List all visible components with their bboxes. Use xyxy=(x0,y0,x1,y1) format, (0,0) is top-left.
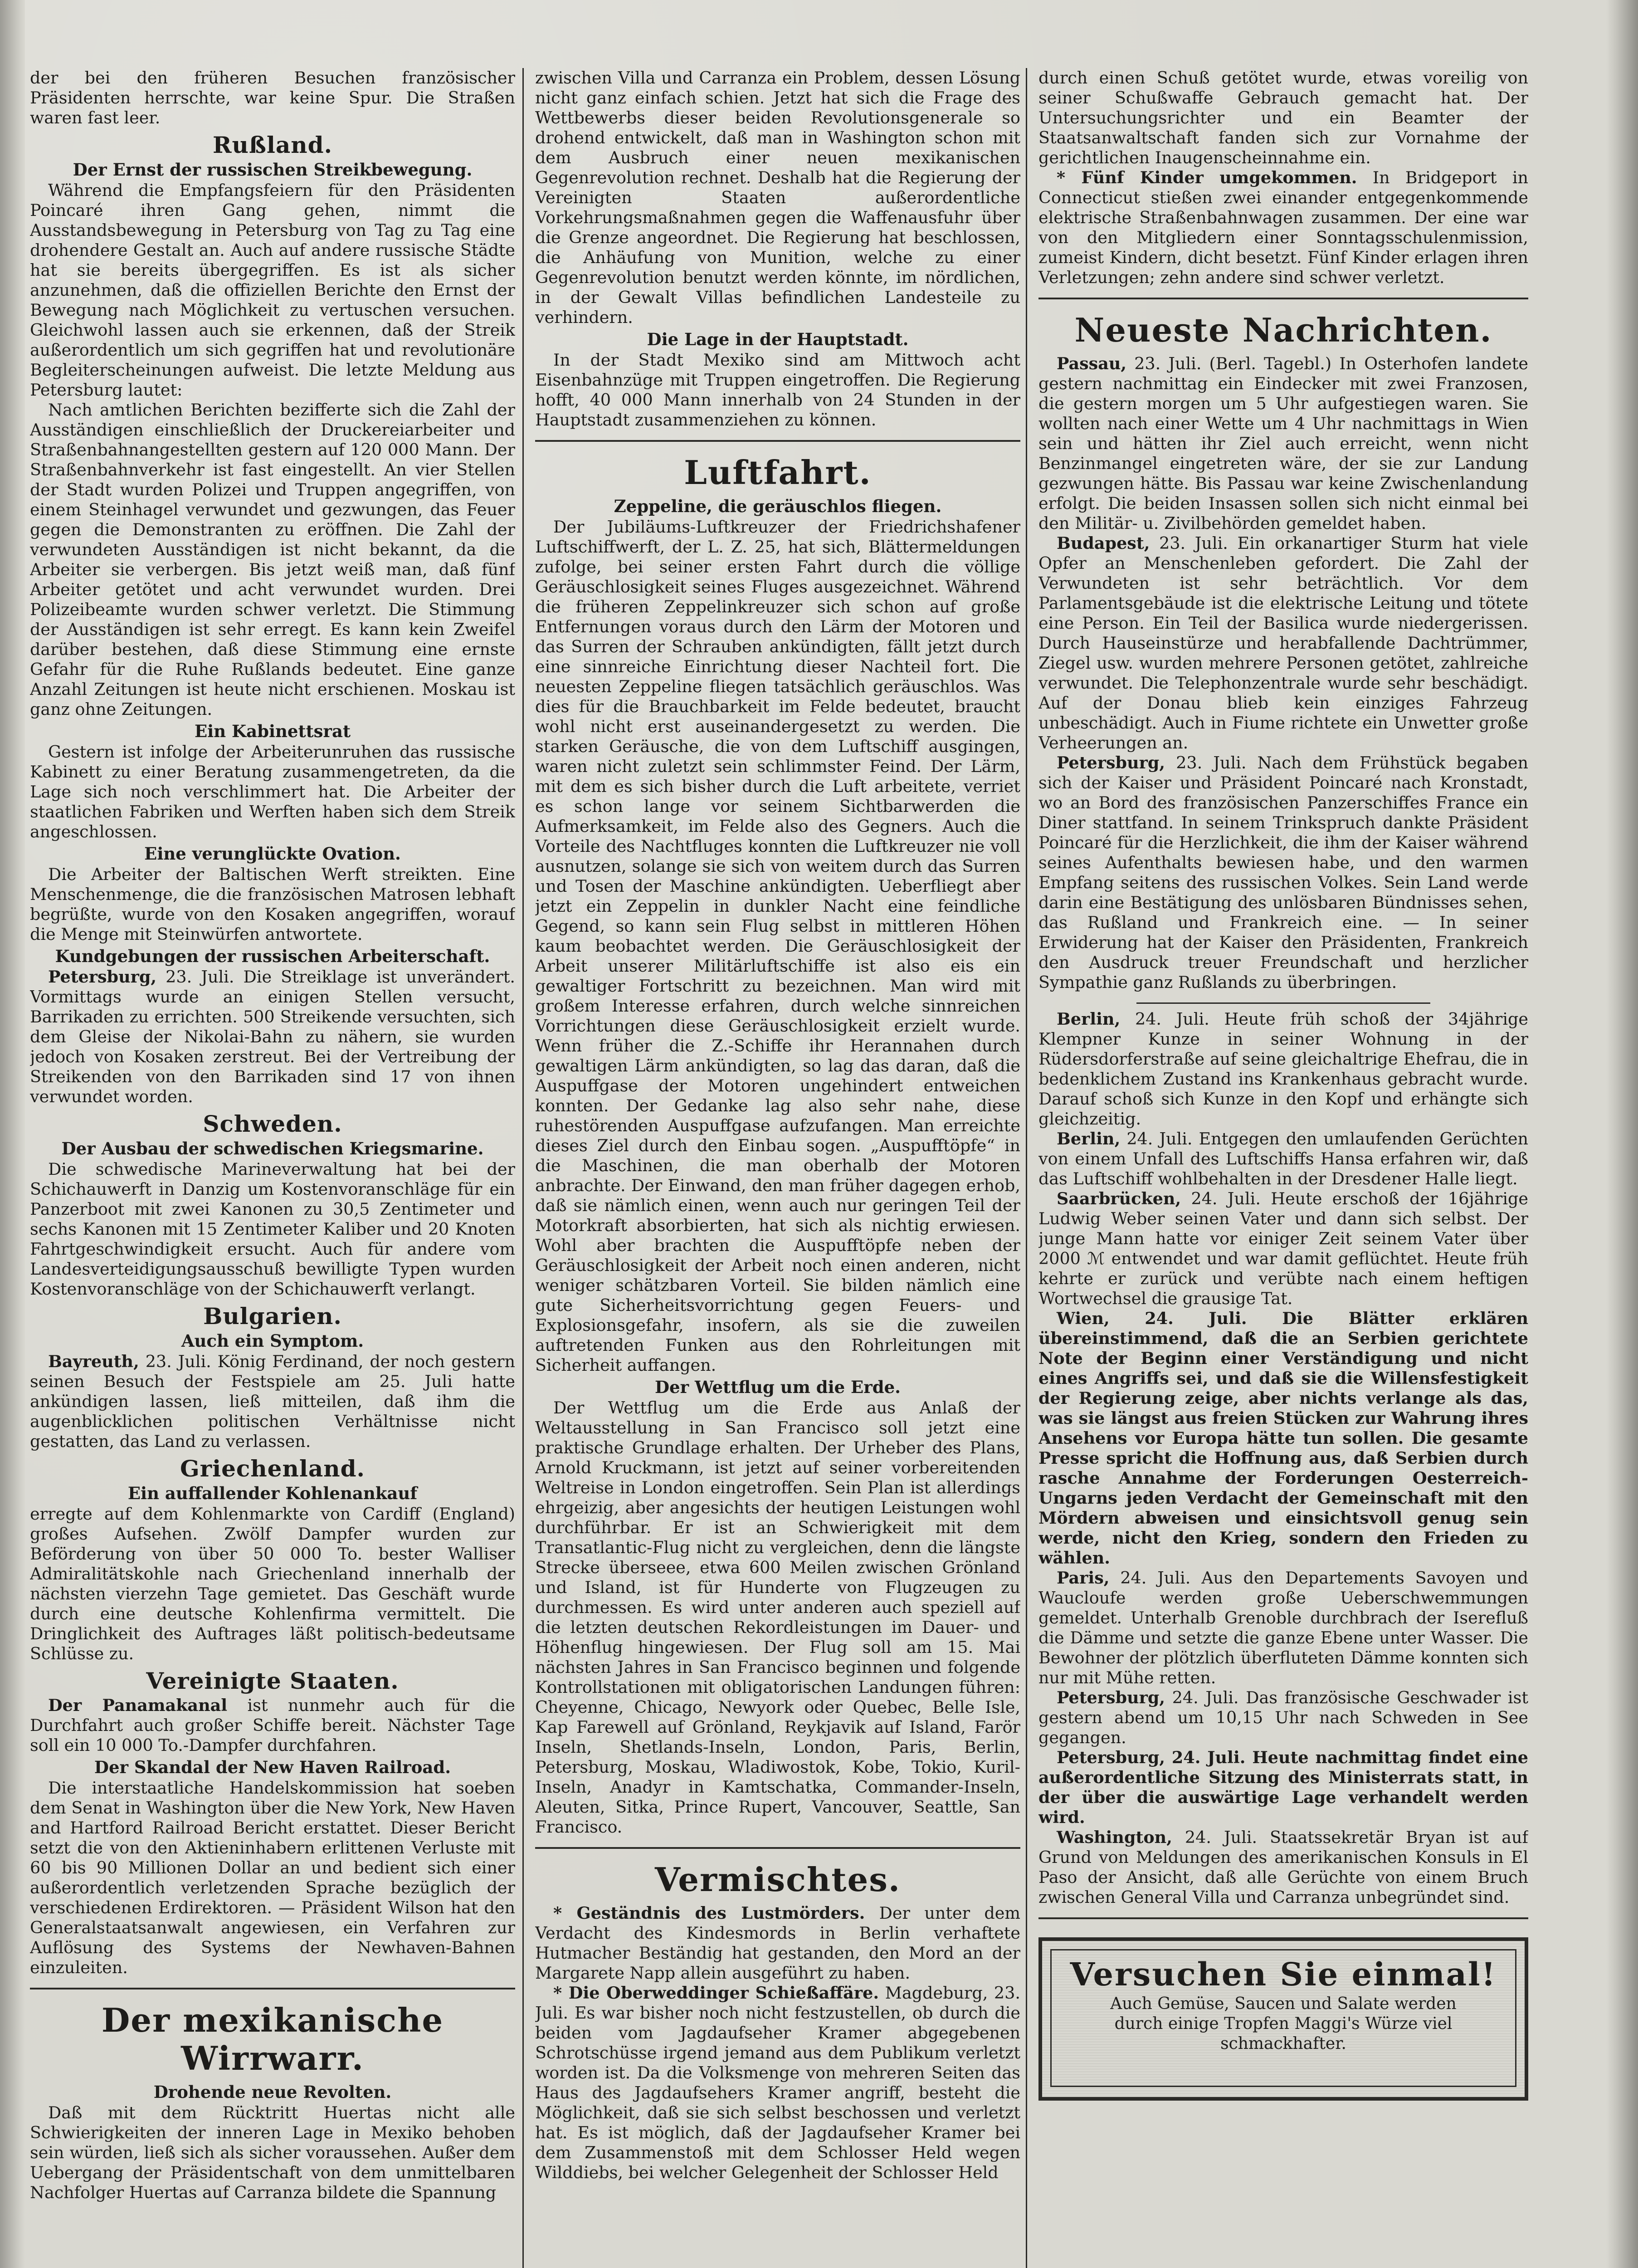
article-heading: Der Ausbau der schwedischen Kriegsmarine. xyxy=(61,1139,484,1158)
article-text: Die Arbeiter der Baltischen Werft streikten. Eine Menschenmenge, die die französischen Matrosen lebhaft begrüßte, wurde von den Kosaken angegriffen, worauf die Menge mit Steinwürfen antwortete. xyxy=(30,865,515,944)
ad-headline: Versuchen Sie einmal! xyxy=(1070,1955,1497,1993)
scan-edge-right xyxy=(1606,0,1638,2268)
column-rule xyxy=(1026,68,1027,2268)
dateline: Bayreuth, xyxy=(48,1352,139,1371)
maggi-advertisement xyxy=(1038,1937,1528,2101)
news-item: Paris, 24. Juli. Aus den Departements Savoyen und Waucloufe werden große Ueberschwemmungen gemeldet. Unterhalb Grenoble durchbrach der Iserefluß die Dämme und setzte die ganze Ebene unter Wasser. Die Bewohner der plötzlich überfluteten Dämme konnten sich nur mit Mühe retten. xyxy=(1038,1568,1528,1687)
dateline: Washington, xyxy=(1057,1828,1172,1847)
section-heading: Schweden. xyxy=(203,1110,342,1137)
article-heading: Der Ernst der russischen Streikbewegung. xyxy=(73,160,473,180)
article-text: In der Stadt Mexiko sind am Mittwoch acht Eisenbahnzüge mit Truppen eingetroffen. Die Regierung hofft, 40 000 Mann innerhalb von 24 Stunden in der Hauptstadt zusammenziehen zu können. xyxy=(535,350,1020,430)
article-heading: Kundgebungen der russischen Arbeiterschaft. xyxy=(55,946,490,966)
dateline: Paris, xyxy=(1057,1568,1110,1588)
news-item: Berlin, 24. Juli. Entgegen den umlaufenden Gerüchten von einem Unfall des Luftschiffs Hansa erfahren wir, daß das Luftschiff wohlbehalten in der Dresdener Halle liegt. xyxy=(1038,1129,1528,1188)
article-text: Petersburg, 23. Juli. Die Streiklage ist unverändert. Vormittags wurde an einigen Stellen versucht, Barrikaden zu errichten. 500 Streikende versuchten, sich dem Gleise der Nikolai-Bahn zu nähern, sie wurden jedoch von Kosaken zerstreut. Bei der Vertreibung der Streikenden von den Barrikaden sind 17 von ihnen verwundet worden. xyxy=(30,967,515,1106)
article-text: zwischen Villa und Carranza ein Problem, dessen Lösung nicht ganz einfach schien. Jetzt hat sich die Frage des Wettbewerbs dieser beiden Revolutionsgenerale so drohend entwickelt, daß man in Washington schon mit dem Ausbruch einer neuen mexikanischen Gegenrevolution rechnet. Deshalb hat die Regierung der Vereinigten Staaten außerordentliche Vorkehrungsmaßnahmen gegen die Waffenausfuhr über die Grenze angeordnet. Die Regierung hat beschlossen, die Anhäufung von Munition, welche zu einer Gegenrevolution benutzt werden könnte, im nördlichen, in der Gewalt Villas befindlichen Landesteile zu verhindern. xyxy=(535,68,1020,327)
news-item: Petersburg, 24. Juli. Das französische Geschwader ist gestern abend um 10,15 Uhr nach Schweden in See gegangen. xyxy=(1038,1688,1528,1747)
article-heading: Eine verunglückte Ovation. xyxy=(144,844,401,864)
ad-frame xyxy=(1050,1949,1516,2087)
item-divider xyxy=(1136,1002,1430,1004)
dateline: Wien, 24. Juli. xyxy=(1057,1309,1247,1328)
article-text: Daß mit dem Rücktritt Huertas nicht alle Schwierigkeiten der inneren Lage in Mexiko behoben sein würden, ließ sich als sicher voraussehen. Außer dem Uebergang der Präsidentschaft von dem unmittelbaren Nachfolger Huertas auf Carranza bildete die Spannung xyxy=(30,2103,515,2202)
dateline: Budapest, xyxy=(1057,533,1150,553)
article-text: * Geständnis des Lustmörders. Der unter dem Verdacht des Kindesmords in Berlin verhaftete Hutmacher Beständig hat gestanden, den Mord an der Margarete Napp allein ausgeführt zu haben. xyxy=(535,1903,1020,1983)
article-text: * Fünf Kinder umgekommen. In Bridgeport in Connecticut stießen zwei einander entgegenkommende elektrische Straßenbahnwagen zusammen. Der eine war von den Mitgliedern einer Sonntagsschulenmission, zumeist Kindern, dicht besetzt. Fünf Kinder erlagen ihren Verletzungen; zehn andere sind schwer verletzt. xyxy=(1038,168,1528,287)
news-item: Budapest, 23. Juli. Ein orkanartiger Sturm hat viele Opfer an Menschenleben gefordert. Die Zahl der Verwundeten ist sehr beträchtlich. Vor dem Parlamentsgebäude ist die elektrische Leitung und tötete eine Person. Ein Teil der Basilica wurde niedergerissen. Durch Hauseinstürze und herabfallende Dachtrümmer, Ziegel usw. wurden mehrere Personen getötet, zahlreiche verwundet. Die Telephonzentrale wurde sehr beschädigt. Auf der Donau blieb kein einziges Fahrzeug unbeschädigt. Auch in Fiume richtete ein Unwetter große Verheerungen an. xyxy=(1038,533,1528,753)
article-heading: Drohende neue Revolten. xyxy=(153,2082,392,2102)
section-divider xyxy=(535,1847,1020,1849)
news-item: Washington, 24. Juli. Staatssekretär Bryan ist auf Grund von Meldungen des amerikanischen Konsuls in El Paso der Ansicht, daß alle Gerüchte von einem Bruch zwischen General Villa und Carranza unbegründet sind. xyxy=(1038,1828,1528,1907)
article-text: Nach amtlichen Berichten bezifferte sich die Zahl der Ausständigen einschließlich der Druckereiarbeiter und Straßenbahnangestellten gestern auf 120 000 Mann. Der Straßenbahnverkehr ist fast eingestellt. An vier Stellen der Stadt wurden Polizei und Truppen angegriffen, von einem Steinhagel verwundet und gezwungen, das Feuer gegen die Demonstranten zu eröffnen. Die Zahl der verwundeten Ausständigen ist nicht bekannt, da die Arbeiter sie verbergen. Bis jetzt weiß man, daß fünf Arbeiter getötet und acht verwundet wurden. Drei Polizeibeamte wurden schwer verletzt. Die Stimmung der Ausständigen ist sehr erregt. Es kann kein Zweifel darüber bestehen, daß diese Stimmung eine ernste Gefahr für die Ruhe Rußlands bedeutet. Eine ganze Anzahl Zeitungen ist heute nicht erschienen. Moskau ist ganz ohne Zeitungen. xyxy=(30,400,515,719)
scan-edge-left xyxy=(0,0,25,2268)
article-text: Während die Empfangsfeiern für den Präsidenten Poincaré ihren Gang gehen, nimmt die Ausstandsbewegung in Petersburg von Tag zu Tag eine drohendere Gestalt an. Auch auf andere russische Städte hat sie bereits übergegriffen. Es ist als sicher anzunehmen, daß die offiziellen Berichte den Ernst der Bewegung nach Möglichkeit zu vertuschen versuchen. Gleichwohl lassen auch sie erkennen, daß der Streik außerordentlich um sich gegriffen hat und revolutionäre Begleiterscheinungen aufweist. Die letzte Meldung aus Petersburg lautet: xyxy=(30,181,515,400)
news-item: Petersburg, 24. Juli. Heute nachmittag findet eine außerordentliche Sitzung des Ministerrats statt, in der über die auswärtige Lage verhandelt werden wird. xyxy=(1038,1748,1528,1827)
article-text: Bayreuth, 23. Juli. König Ferdinand, der noch gestern seinen Besuch der Festspiele am 25. Juli hatte ankündigen lassen, ließ mitteilen, daß ihm die augenblicklichen politischen Verhältnisse nicht gestatten, das Land zu verlassen. xyxy=(30,1352,515,1451)
column-2 xyxy=(535,68,1020,2268)
article-text: Gestern ist infolge der Arbeiterunruhen das russische Kabinett zu einer Beratung zusammengetreten, da die Lage sich noch verschlimmert hat. Die Arbeiter der staatlichen Fabriken und Werften haben sich dem Streik angeschlossen. xyxy=(30,742,515,841)
section-divider xyxy=(535,440,1020,442)
article-text: Der Wettflug um die Erde aus Anlaß der Weltausstellung in San Francisco soll jetzt eine praktische Grundlage erhalten. Der Urheber des Plans, Arnold Kruckmann, ist jetzt auf seiner vorbereitenden Weltreise in London eingetroffen. Sein Plan ist allerdings ehrgeizig, aber angesichts der heutigen Leistungen wohl durchführbar. Er ist an Schwierigkeit mit dem Transatlantic-Flug nicht zu vergleichen, denn die längste Strecke überseee, etwa 600 Meilen zwischen Grönland und Island, ist für Hunderte von Flugzeugen zu durchmessen. Es wird unter anderen auch speziell auf die letzten deutschen Rekordleistungen im Dauer- und Höhenflug hingewiesen. Der Flug soll am 15. Mai nächsten Jahres in San Francisco beginnen und folgende Kontrollstationen mit obligatorischen Landungen führen: Cheyenne, Chicago, Newyork oder Quebec, Belle Isle, Kap Farewell auf Grönland, Reykjavik auf Island, Farör Inseln, Shetlands-Inseln, London, Paris, Berlin, Petersburg, Moskau, Wladiwostok, Kobe, Tokio, Kuril-Inseln, Anadyr in Kamtschatka, Commander-Inseln, Aleuten, Sitka, Prince Rupert, Vancouver, Seattle, San Francisco. xyxy=(535,1398,1020,1837)
section-heading: Griechenland. xyxy=(180,1455,365,1482)
section-heading: Der mexikanische Wirrwarr. xyxy=(101,2001,444,2077)
article-text: erregte auf dem Kohlenmarkte von Cardiff (England) großes Aufsehen. Zwölf Dampfer wurden zur Beförderung von über 50 000 To. bester Walliser Admiralitätskohle nach Griechenland innerhalb der nächsten vierzehn Tage gemietet. Das Geschäft wurde durch eine deutsche Kohlenfirma vermittelt. Die Dringlichkeit des Auftrages läßt politisch-bedeutsame Schlüsse zu. xyxy=(30,1504,515,1663)
news-item: Saarbrücken, 24. Juli. Heute erschoß der 16jährige Ludwig Weber seinen Vater und dann sich selbst. Der junge Mann hatte vor einiger Zeit seinem Vater über 2000 ℳ entwendet und war damit geflüchtet. Heute früh kehrte er zurück und verübte nach einem heftigen Wortwechsel die grausige Tat. xyxy=(1038,1189,1528,1308)
section-heading: Luftfahrt. xyxy=(684,453,872,492)
dateline: Berlin, xyxy=(1057,1129,1121,1149)
article-heading: Die Lage in der Hauptstadt. xyxy=(647,329,909,349)
ad-copy: Auch Gemüse, Saucen und Salate werden durch einige Tropfen Maggi's Würze viel schmackhafter. xyxy=(1110,1994,1457,2053)
article-heading: Der Wettflug um die Erde. xyxy=(654,1377,901,1397)
section-heading: Vereinigte Staaten. xyxy=(146,1667,399,1694)
section-divider xyxy=(30,1988,515,1989)
section-heading: Vermischtes. xyxy=(655,1860,901,1899)
article-text: der bei den früheren Besuchen französischer Präsidenten herrschte, war keine Spur. Die Straßen waren fast leer. xyxy=(30,68,515,127)
article-text: Die interstaatliche Handelskommission hat soeben dem Senat in Washington über die New York, New Haven and Hartford Railroad Bericht erstattet. Dieser Bericht setzt die von den Aktieninhabern erlittenen Verluste mit 60 bis 90 Millionen Dollar an und bedient sich einer außerordentlich verletzenden Sprache bezüglich der verschiedenen Erdirektoren. — Präsident Wilson hat den Generalstaatsanwalt angewiesen, ein Verfahren zur Auflösung des Systems der Newhaven-Bahnen einzuleiten. xyxy=(30,1778,515,1977)
article-text: durch einen Schuß getötet wurde, etwas voreilig von seiner Schußwaffe Gebrauch gemacht hat. Der Untersuchungsrichter und ein Beamter der Staatsanwaltschaft fanden sich zur Vornahme der gerichtlichen Inaugenscheinnahme ein. xyxy=(1038,68,1528,167)
news-item: Berlin, 24. Juli. Heute früh schoß der 34jährige Klempner Kunze in seiner Wohnung in der Rüdersdorferstraße auf seine gleichaltrige Ehefrau, die in bedenklichem Zustand ins Krankenhaus gebracht wurde. Darauf schoß sich Kunze in den Kopf und erhängte sich gleichzeitig. xyxy=(1038,1009,1528,1129)
article-text: * Die Oberweddinger Schießaffäre. Magdeburg, 23. Juli. Es war bisher noch nicht festzustellen, ob durch die beiden vom Jagdaufseher Kramer abgegebenen Schrotschüsse irgend jemand aus dem Publikum verletzt worden ist. Da die Volksmenge von mehreren Seiten das Haus des Jagdaufsehers Kramer angriff, besteht die Möglichkeit, daß sie sich selbst beschossen und verletzt hat. Es ist möglich, daß der Jagdaufseher Kramer bei dem Zusammenstoß mit dem Schlosser Held wegen Wilddiebs, bei welcher Gelegenheit der Schlosser Held xyxy=(535,1983,1020,2182)
section-divider xyxy=(1038,1917,1528,1919)
news-item: Passau, 23. Juli. (Berl. Tagebl.) In Osterhofen landete gestern nachmittag ein Eindecker mit zwei Franzosen, die gestern morgen um 5 Uhr aufgestiegen waren. Sie wollten nach einer Wette um 4 Uhr nachmittags in Wien sein und hätten ihr Ziel auch erreicht, wenn nicht Benzinmangel eingetreten wäre, der sie zur Landung gezwungen hätte. Bis Passau war keine Zwischenlandung erfolgt. Die beiden Insassen sollen sich nicht einmal bei den Militär- u. Zivilbehörden gemeldet haben. xyxy=(1038,354,1528,533)
dateline: Passau, xyxy=(1057,354,1127,373)
article-lead: * Die Oberweddinger Schießaffäre. xyxy=(553,1983,879,2003)
dateline: Saarbrücken, xyxy=(1057,1189,1181,1208)
article-heading: Der Skandal der New Haven Railroad. xyxy=(94,1757,451,1777)
article-lead: * Fünf Kinder umgekommen. xyxy=(1057,168,1357,187)
column-rule xyxy=(522,68,524,2268)
news-item: Petersburg, 23. Juli. Nach dem Frühstück begaben sich der Kaiser und Präsident Poincaré nach Kronstadt, wo an Bord des französischen Panzerschiffes France ein Diner stattfand. In seinem Trinkspruch dankte Präsident Poincaré für die Herzlichkeit, die ihm der Kaiser während seines Aufenthalts bewiesen habe, und den warmen Empfang seitens des russischen Volkes. Sein Land werde darin eine Bestätigung des unlösbaren Bündnisses sehen, das Rußland und Frankreich eine. — In seiner Erwiderung hat der Kaiser den Präsidenten, Frankreich den Ausdruck treuer Freundschaft und herzlicher Sympathie ganz Rußlands zu überbringen. xyxy=(1038,753,1528,992)
article-heading: Auch ein Symptom. xyxy=(181,1331,364,1351)
column-3 xyxy=(1038,68,1528,2268)
news-item: Wien, 24. Juli. Die Blätter erklären übereinstimmend, daß die an Serbien gerichtete Note der Beginn einer Verständigung und nicht eines Angriffs sei, und daß sie die Willensfestigkeit der Regierung zeige, aber nichts verlange als das, was sie längst aus freien Stücken zur Wahrung ihres Ansehens vor Europa hätte tun sollen. Die gesamte Presse spricht die Hoffnung aus, daß Serbien durch rasche Annahme der Forderungen Oesterreich-Ungarns jeden Verdacht der Gemeinschaft mit den Mördern abweisen und einsichtsvoll genug sein werde, nicht den Krieg, sondern den Frieden zu wählen. xyxy=(1038,1309,1528,1568)
dateline: Petersburg, xyxy=(48,967,157,987)
article-heading: Ein auffallender Kohlenankauf xyxy=(127,1483,418,1503)
section-divider xyxy=(1038,298,1528,299)
section-heading: Rußland. xyxy=(212,132,332,158)
dateline: Petersburg, 24. Juli. xyxy=(1057,1748,1246,1767)
column-1 xyxy=(30,68,515,2268)
article-text: Der Panamakanal ist nunmehr auch für die Durchfahrt auch großer Schiffe bereit. Nächster Tage soll ein 10 000 To.-Dampfer durchfahren. xyxy=(30,1696,515,1755)
article-heading: Ein Kabinettsrat xyxy=(194,721,351,741)
section-heading: Neueste Nachrichten. xyxy=(1074,311,1492,349)
dateline: Petersburg, xyxy=(1057,1688,1165,1707)
article-heading: Zeppeline, die geräuschlos fliegen. xyxy=(614,496,942,516)
dateline: Petersburg, xyxy=(1057,753,1165,772)
article-lead: Der Panamakanal xyxy=(48,1696,228,1715)
dateline: Berlin, xyxy=(1057,1009,1121,1029)
article-text: Die schwedische Marineverwaltung hat bei der Schichauwerft in Danzig um Kostenvoranschläge für ein Panzerboot mit zwei Kanonen zu 30,5 Zentimeter und sechs Kanonen mit 15 Zentimeter Kaliber und 20 Knoten Fahrtgeschwindigkeit ersucht. Auch für andere vom Landesverteidigungsausschuß bewilligte Typen wurden Kostenvoranschläge von der Schichauwerft verlangt. xyxy=(30,1159,515,1299)
section-heading: Bulgarien. xyxy=(203,1303,342,1330)
article-text: Der Jubiläums-Luftkreuzer der Friedrichshafener Luftschiffwerft, der L. Z. 25, hat sich, Blättermeldungen zufolge, bei seiner ersten Fahrt durch die völlige Geräuschlosigkeit seines Fluges ausgezeichnet. Während die früheren Zeppelinkreuzer sich schon auf große Entfernungen voraus durch den Lärm der Motoren und das Surren der Schrauben ankündigten, fällt jetzt durch eine sinnreiche Einrichtung dieser Nachteil fort. Die neuesten Zeppeline fliegen tatsächlich geräuschlos. Was dies für die Brauchbarkeit im Felde bedeutet, braucht wohl nicht erst auseinandergesetzt zu werden. Die starken Geräusche, die von dem Luftschiff ausgingen, waren nicht zuletzt sein schlimmster Feind. Der Lärm, mit dem es sich bisher durch die Luft arbeitete, verriet es schon lange vor seinem Sichtbarwerden die Aufmerksamkeit, im Felde also des Gegners. Auch die Vorteile des Nachtfluges konnten die Luftkreuzer nie voll ausnutzen, solange sie sich von weitem durch das Surren und Tosen der Maschine ankündigten. Ueberfliegt aber jetzt ein Zeppelin in dunkler Nacht eine feindliche Gegend, so kann sein Flug selbst in mittleren Höhen kaum beobachtet werden. Die Geräuschlosigkeit der Arbeit unserer Militärluftschiffe ist also eis ein gewaltiger Fortschritt zu bezeichnen. Man wird mit großem Interesse erfahren, durch welche sinnreichen Vorrichtungen diese Geräuschlosigkeit erzielt wurde. Wenn früher die Z.-Schiffe ihr Herannahen durch gewaltigen Lärm ankündigten, so lag das daran, daß die Auspuffgase der Motoren ungehindert entweichen konnten. Der Gedanke lag also sehr nahe, diese ruhestörenden Auspuffgase aufzufangen. Man erreichte dieses Ziel durch den Einbau sogen. „Auspufftöpfe“ in die Maschinen, die man oberhalb der Motoren anbrachte. Der Einwand, den man früher dagegen erhob, daß sie nämlich einen, wenn auch nur geringen Teil der Motorkraft absorbierten, hat sich als nichtig erwiesen. Wohl aber brachten die Auspufftöpfe neben der Geräuschlosigkeit der Arbeit noch einen anderen, nicht weniger schätzbaren Vorteil. Sie bilden nämlich eine gute Sicherheitsvorrichtung gegen Feuers- und Explosionsgefahr, insofern, als sie die zuweilen auftretenden Funken aus den Rohrleitungen mit Sicherheit auffangen. xyxy=(535,517,1020,1375)
article-lead: * Geständnis des Lustmörders. xyxy=(553,1903,865,1923)
